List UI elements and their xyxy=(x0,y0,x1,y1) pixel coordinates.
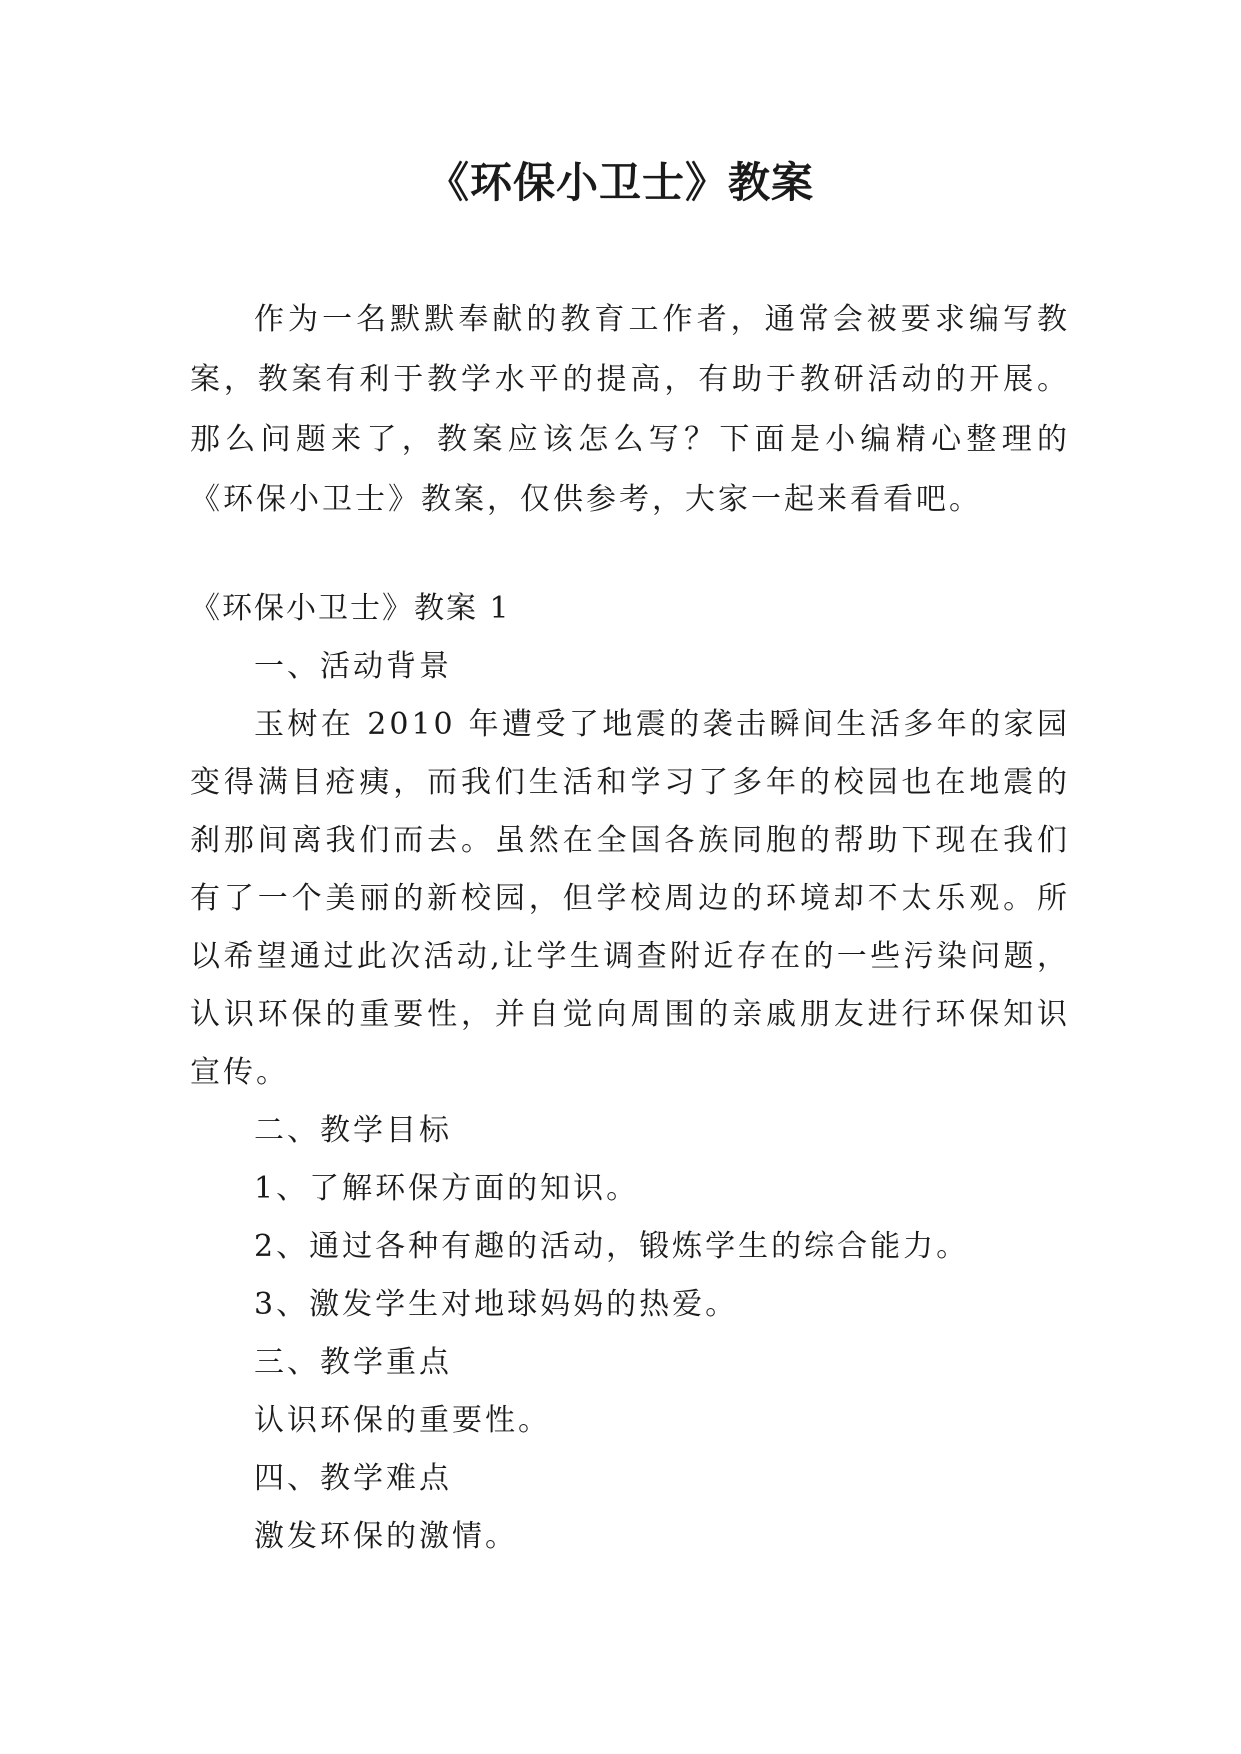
lesson-heading: 《环保小卫士》教案 1 xyxy=(190,591,511,626)
section-heading-objectives: 二、教学目标 xyxy=(254,1113,452,1148)
lesson-body xyxy=(190,638,1070,1566)
objective-item: 3、激发学生对地球妈妈的热爱。 xyxy=(254,1287,739,1322)
objective-item: 1、了解环保方面的知识。 xyxy=(254,1171,640,1206)
objective-item: 2、通过各种有趣的活动，锻炼学生的综合能力。 xyxy=(254,1229,970,1264)
document-title: 《环保小卫士》教案 xyxy=(426,158,814,207)
intro-paragraph: 作为一名默默奉献的教育工作者，通常会被要求编写教案，教案有利于教学水平的提高，有助于教研活动的开展。那么问题来了，教案应该怎么写？下面是小编精心整理的《环保小卫士》教案，仅供参考，大家一起来看看吧。 xyxy=(190,302,1070,517)
key-point-text: 认识环保的重要性。 xyxy=(254,1403,551,1438)
intro-section xyxy=(190,290,1070,530)
background-paragraph: 玉树在 2010 年遭受了地震的袭击瞬间生活多年的家园变得满目疮痍，而我们生活和学习了多年的校园也在地震的刹那间离我们而去。虽然在全国各族同胞的帮助下现在我们有了一个美丽的新校园，但学校周边的环境却不太乐观。所以希望通过此次活动,让学生调查附近存在的一些污染问题，认识环保的重要性，并自觉向周围的亲戚朋友进行环保知识宣传。 xyxy=(190,707,1070,1090)
difficulty-text: 激发环保的激情。 xyxy=(254,1519,518,1554)
section-heading-key-points: 三、教学重点 xyxy=(254,1345,452,1380)
section-heading-difficulties: 四、教学难点 xyxy=(254,1461,452,1496)
section-heading-background: 一、活动背景 xyxy=(254,649,452,684)
